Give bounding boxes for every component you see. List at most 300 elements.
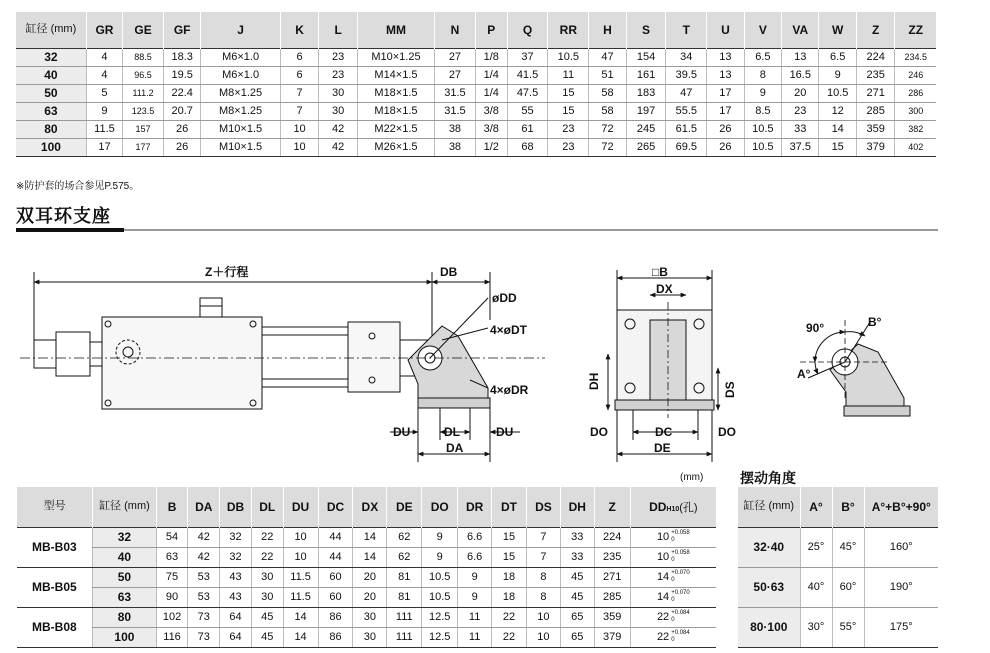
table-cell: 111 [387, 607, 422, 627]
table-cell: 16.5 [782, 66, 819, 84]
col-header: B [156, 487, 188, 527]
table-cell: 8 [526, 587, 560, 607]
table-cell: 6 [280, 48, 319, 66]
col-header: U [707, 12, 744, 48]
dd-header-label: DD [649, 499, 667, 514]
table-cell: 58 [589, 102, 626, 120]
table-row [17, 527, 717, 547]
table-cell: M26×1.5 [357, 138, 434, 156]
col-header: RR [548, 12, 589, 48]
table-cell: 54 [156, 527, 188, 547]
table-cell: 11 [548, 66, 589, 84]
table-cell: M6×1.0 [201, 48, 280, 66]
table-cell: 382 [895, 120, 936, 138]
table-cell: 45 [251, 627, 283, 647]
bore-cell: 100 [16, 138, 86, 156]
dd-header [630, 487, 716, 527]
table-cell: 69.5 [666, 138, 707, 156]
table-cell: 265 [626, 138, 666, 156]
model-cell: MB-B08 [17, 607, 93, 647]
bore-cell: 63 [16, 102, 86, 120]
table-cell: M14×1.5 [357, 66, 434, 84]
table-cell: 88.5 [123, 48, 164, 66]
table-cell: 44 [318, 547, 353, 567]
dd-tolerance [671, 610, 690, 624]
table-cell: 245 [626, 120, 666, 138]
table-cell: 15 [819, 138, 856, 156]
table-cell: 61.5 [666, 120, 707, 138]
table-cell: 6.5 [819, 48, 856, 66]
table-row [17, 587, 717, 607]
dd-value: 22 [656, 610, 670, 623]
table-row [17, 627, 717, 647]
table-cell: 64 [220, 627, 252, 647]
table-cell: 10.5 [744, 138, 781, 156]
table-cell: 9 [86, 102, 122, 120]
col-header: N [435, 12, 476, 48]
table-cell: 81 [387, 567, 422, 587]
table-cell: 12.5 [422, 627, 458, 647]
table-cell: 11.5 [283, 567, 318, 587]
dd-cell [630, 587, 716, 607]
table-cell: 38 [435, 120, 476, 138]
dd-tolerance-lower: 0 [671, 537, 675, 543]
table-cell: 15 [492, 527, 527, 547]
dd-tolerance-upper: +0.070 [671, 570, 690, 576]
dd-tolerance-lower: 0 [671, 617, 675, 623]
table-cell: 10 [526, 607, 560, 627]
table-cell: 62 [387, 547, 422, 567]
section-divider-accent [16, 228, 124, 232]
dd-tolerance [671, 550, 690, 564]
table-cell: 11 [458, 607, 492, 627]
table-cell: 26 [707, 120, 744, 138]
col-header: T [666, 12, 707, 48]
table-cell: 90 [156, 587, 188, 607]
table-cell: 14 [353, 527, 387, 547]
table-cell: M22×1.5 [357, 120, 434, 138]
table-cell: 22 [251, 527, 283, 547]
dd-tolerance [671, 630, 690, 644]
table-cell: 45 [560, 567, 594, 587]
table-cell: 17 [707, 102, 744, 120]
dim-du-right: DU [496, 425, 514, 439]
table-cell: 41.5 [507, 66, 548, 84]
table-row [16, 84, 936, 102]
dim-dh: DH [587, 372, 601, 390]
table-cell: 26 [707, 138, 744, 156]
table-cell: 33 [560, 547, 594, 567]
col-header: GR [86, 12, 122, 48]
table-cell: 26 [163, 138, 200, 156]
table-cell: 10 [280, 138, 319, 156]
bore-cell: 50·63 [738, 567, 800, 607]
table-cell: 22 [492, 627, 527, 647]
dimension-table [16, 12, 936, 157]
table-cell: 38 [435, 138, 476, 156]
table-cell: 157 [123, 120, 164, 138]
table-cell: 7 [526, 527, 560, 547]
col-header: DX [353, 487, 387, 527]
table-cell: 102 [156, 607, 188, 627]
table-cell: 30 [319, 84, 358, 102]
table-cell: 8 [744, 66, 781, 84]
section-divider [16, 229, 938, 231]
table-cell: 10 [526, 627, 560, 647]
table-cell: 10.5 [744, 120, 781, 138]
col-header: W [819, 12, 856, 48]
table-cell: 1/8 [475, 48, 507, 66]
table-cell: 12 [819, 102, 856, 120]
table-cell: 86 [318, 607, 353, 627]
dimension-table-header [16, 12, 936, 48]
bracket-dimension-table [16, 487, 716, 648]
table-row [16, 138, 936, 156]
table-cell: 68 [507, 138, 548, 156]
table-cell: 96.5 [123, 66, 164, 84]
dim-ds: DS [723, 381, 737, 398]
table-cell: 34 [666, 48, 707, 66]
col-header: J [201, 12, 280, 48]
table-cell: 19.5 [163, 66, 200, 84]
table-cell: 73 [188, 627, 220, 647]
dim-dd: øDD [492, 291, 517, 305]
table-cell: 359 [856, 120, 895, 138]
dim-dt: 4×øDT [490, 323, 528, 337]
col-header: S [626, 12, 666, 48]
table-row [17, 547, 717, 567]
dim-du-left: DU [393, 425, 411, 439]
table-cell: 23 [319, 48, 358, 66]
table-cell: M8×1.25 [201, 84, 280, 102]
bore-cell: 63 [93, 587, 156, 607]
table-cell: 8 [526, 567, 560, 587]
table-cell: 10 [283, 547, 318, 567]
table-cell: 359 [594, 607, 630, 627]
dim-db: DB [440, 265, 458, 279]
dd-value: 22 [656, 630, 670, 643]
table-cell: 6.6 [458, 527, 492, 547]
bore-cell: 32·40 [738, 527, 800, 567]
table-row [16, 120, 936, 138]
swing-table-body [738, 527, 938, 647]
dim-do-right: DO [718, 425, 736, 439]
table-cell: 27 [435, 48, 476, 66]
table-cell: 86 [318, 627, 353, 647]
table-cell: 379 [856, 138, 895, 156]
table-cell: 20 [353, 567, 387, 587]
bore-cell: 100 [93, 627, 156, 647]
dd-tolerance-upper: +0.070 [671, 590, 690, 596]
table-cell: 111 [387, 627, 422, 647]
table-cell: 53 [188, 587, 220, 607]
table-cell: 11 [458, 627, 492, 647]
col-header: Z [594, 487, 630, 527]
table-cell: 224 [594, 527, 630, 547]
dd-cell [630, 527, 716, 547]
table-row [16, 102, 936, 120]
table-cell: 10.5 [422, 567, 458, 587]
table-cell: 37.5 [782, 138, 819, 156]
bracket-table-header [17, 487, 717, 527]
dim-z-stroke: Z＋行程 [205, 265, 249, 279]
table-cell: 9 [458, 567, 492, 587]
footnote: ※防护套的场合参见P.575。 [16, 181, 140, 192]
bore-cell: 40 [93, 547, 156, 567]
table-cell: M10×1.5 [201, 138, 280, 156]
table-row [17, 567, 717, 587]
bore-header: 缸径 (mm) [16, 12, 86, 48]
table-cell: 27 [435, 66, 476, 84]
model-cell: MB-B05 [17, 567, 93, 607]
table-cell: 47 [666, 84, 707, 102]
table-cell: 22 [492, 607, 527, 627]
table-cell: 65 [560, 627, 594, 647]
bore-cell: 80 [16, 120, 86, 138]
bore-cell: 32 [93, 527, 156, 547]
table-cell: 64 [220, 607, 252, 627]
col-header: DU [283, 487, 318, 527]
table-cell: 17 [707, 84, 744, 102]
dd-value: 14 [656, 590, 670, 603]
dd-value: 10 [656, 550, 670, 563]
table-cell: 45 [560, 587, 594, 607]
table-cell: 3/8 [475, 102, 507, 120]
table-cell: 11.5 [86, 120, 122, 138]
swing-angle-title: 摆动角度 [740, 470, 796, 486]
table-cell: 10 [280, 120, 319, 138]
col-header: DO [422, 487, 458, 527]
table-cell: 81 [387, 587, 422, 607]
col-header: DC [318, 487, 353, 527]
table-cell: 75 [156, 567, 188, 587]
table-cell: 55 [507, 102, 548, 120]
unit-label: (mm) [680, 472, 704, 483]
swing-angle-table [738, 487, 938, 648]
dim-dl: DL [444, 425, 460, 439]
dd-cell [630, 567, 716, 587]
col-header: Q [507, 12, 548, 48]
col-header: H [589, 12, 626, 48]
dd-tolerance [671, 570, 690, 584]
angle-a-header: A° [800, 487, 832, 527]
dd-tolerance-upper: +0.084 [671, 610, 690, 616]
table-cell: 18 [492, 567, 527, 587]
table-cell: 402 [895, 138, 936, 156]
table-cell: 4 [86, 66, 122, 84]
angle-sum-header: A°+B°+90° [864, 487, 938, 527]
table-row [16, 48, 936, 66]
table-cell: 235 [594, 547, 630, 567]
table-cell: 60 [318, 567, 353, 587]
table-cell: 61 [507, 120, 548, 138]
table-cell: 42 [188, 527, 220, 547]
table-cell: 37 [507, 48, 548, 66]
table-cell: 32 [220, 527, 252, 547]
table-cell: 13 [782, 48, 819, 66]
table-row [738, 607, 938, 647]
col-header: DB [220, 487, 252, 527]
angle-90: 90° [806, 321, 825, 335]
table-cell: 30 [251, 567, 283, 587]
table-cell: 15 [492, 547, 527, 567]
col-header: DT [492, 487, 527, 527]
table-cell: 55° [832, 607, 864, 647]
col-header: DS [526, 487, 560, 527]
dim-dx: DX [656, 282, 673, 296]
table-cell: 30 [353, 627, 387, 647]
dd-tolerance-lower: 0 [671, 557, 675, 563]
table-cell: 45° [832, 527, 864, 567]
table-cell: 5 [86, 84, 122, 102]
table-cell: 65 [560, 607, 594, 627]
table-cell: 30 [319, 102, 358, 120]
col-header: ZZ [895, 12, 936, 48]
col-header: DA [188, 487, 220, 527]
table-cell: 39.5 [666, 66, 707, 84]
col-header: DL [251, 487, 283, 527]
bore-cell: 80 [93, 607, 156, 627]
table-cell: 13 [707, 48, 744, 66]
table-row [17, 607, 717, 627]
table-cell: 9 [744, 84, 781, 102]
table-cell: 9 [422, 527, 458, 547]
table-cell: 23 [782, 102, 819, 120]
table-cell: 42 [319, 120, 358, 138]
table-cell: 55.5 [666, 102, 707, 120]
table-cell: 60° [832, 567, 864, 607]
col-header: V [744, 12, 781, 48]
table-cell: 20 [353, 587, 387, 607]
section-title: 双耳环支座 [16, 206, 111, 226]
col-header: GE [123, 12, 164, 48]
table-row [738, 527, 938, 567]
table-cell: 224 [856, 48, 895, 66]
angle-a: A° [797, 367, 811, 381]
table-cell: 43 [220, 567, 252, 587]
dimension-table-body [16, 48, 936, 156]
table-cell: 31.5 [435, 84, 476, 102]
table-cell: 42 [188, 547, 220, 567]
table-cell: 32 [220, 547, 252, 567]
bore-cell: 32 [16, 48, 86, 66]
table-cell: 8.5 [744, 102, 781, 120]
table-cell: M10×1.5 [201, 120, 280, 138]
table-cell: 286 [895, 84, 936, 102]
table-cell: 73 [188, 607, 220, 627]
table-cell: 12.5 [422, 607, 458, 627]
bore-cell: 40 [16, 66, 86, 84]
table-cell: 285 [856, 102, 895, 120]
table-cell: 154 [626, 48, 666, 66]
table-cell: 177 [123, 138, 164, 156]
table-cell: 18.3 [163, 48, 200, 66]
table-cell: 10.5 [819, 84, 856, 102]
table-cell: 11.5 [283, 587, 318, 607]
table-cell: 246 [895, 66, 936, 84]
table-cell: 23 [548, 120, 589, 138]
table-cell: 17 [86, 138, 122, 156]
table-cell: 9 [819, 66, 856, 84]
table-cell: 33 [782, 120, 819, 138]
table-cell: 45 [251, 607, 283, 627]
table-cell: 20.7 [163, 102, 200, 120]
table-cell: 190° [864, 567, 938, 607]
dd-tolerance-lower: 0 [671, 597, 675, 603]
table-cell: 271 [594, 567, 630, 587]
table-cell: 161 [626, 66, 666, 84]
table-cell: 72 [589, 138, 626, 156]
table-cell: 18 [492, 587, 527, 607]
dd-value: 14 [656, 570, 670, 583]
table-cell: 160° [864, 527, 938, 567]
table-cell: 14 [283, 627, 318, 647]
table-cell: 60 [318, 587, 353, 607]
col-header: DR [458, 487, 492, 527]
dd-tolerance [671, 530, 690, 544]
table-cell: 63 [156, 547, 188, 567]
dim-da: DA [446, 441, 464, 455]
table-cell: 6.5 [744, 48, 781, 66]
col-header: MM [357, 12, 434, 48]
bore-cell: 50 [16, 84, 86, 102]
angle-b: B° [868, 315, 882, 329]
dim-dr: 4×øDR [490, 383, 529, 397]
table-cell: 44 [318, 527, 353, 547]
bracket-table-body [17, 527, 717, 647]
table-cell: 62 [387, 527, 422, 547]
table-cell: 1/4 [475, 84, 507, 102]
bore-header: 缸径 (mm) [738, 487, 800, 527]
col-header: P [475, 12, 507, 48]
dim-dc: DC [655, 425, 673, 439]
dd-tolerance-lower: 0 [671, 577, 675, 583]
table-cell: 183 [626, 84, 666, 102]
model-cell: MB-B03 [17, 527, 93, 567]
table-cell: 10.5 [422, 587, 458, 607]
table-cell: 31.5 [435, 102, 476, 120]
col-header: L [319, 12, 358, 48]
table-cell: 1/4 [475, 66, 507, 84]
table-cell: 22.4 [163, 84, 200, 102]
table-cell: 10.5 [548, 48, 589, 66]
bore-header: 缸径 (mm) [93, 487, 156, 527]
table-cell: 9 [458, 587, 492, 607]
table-cell: 9 [422, 547, 458, 567]
table-cell: 47 [589, 48, 626, 66]
dd-tolerance-upper: +0.058 [671, 530, 690, 536]
table-cell: 1/2 [475, 138, 507, 156]
angle-b-header: B° [832, 487, 864, 527]
dd-cell [630, 627, 716, 647]
table-cell: M10×1.25 [357, 48, 434, 66]
bore-cell: 50 [93, 567, 156, 587]
table-cell: 271 [856, 84, 895, 102]
swing-table-header [738, 487, 938, 527]
table-cell: 3/8 [475, 120, 507, 138]
table-cell: 20 [782, 84, 819, 102]
table-cell: 58 [589, 84, 626, 102]
table-cell: 379 [594, 627, 630, 647]
table-cell: 10 [283, 527, 318, 547]
table-cell: 22 [251, 547, 283, 567]
dd-cell [630, 607, 716, 627]
table-cell: 13 [707, 66, 744, 84]
table-cell: M18×1.5 [357, 102, 434, 120]
col-header: Z [856, 12, 895, 48]
table-cell: 14 [353, 547, 387, 567]
table-cell: 197 [626, 102, 666, 120]
